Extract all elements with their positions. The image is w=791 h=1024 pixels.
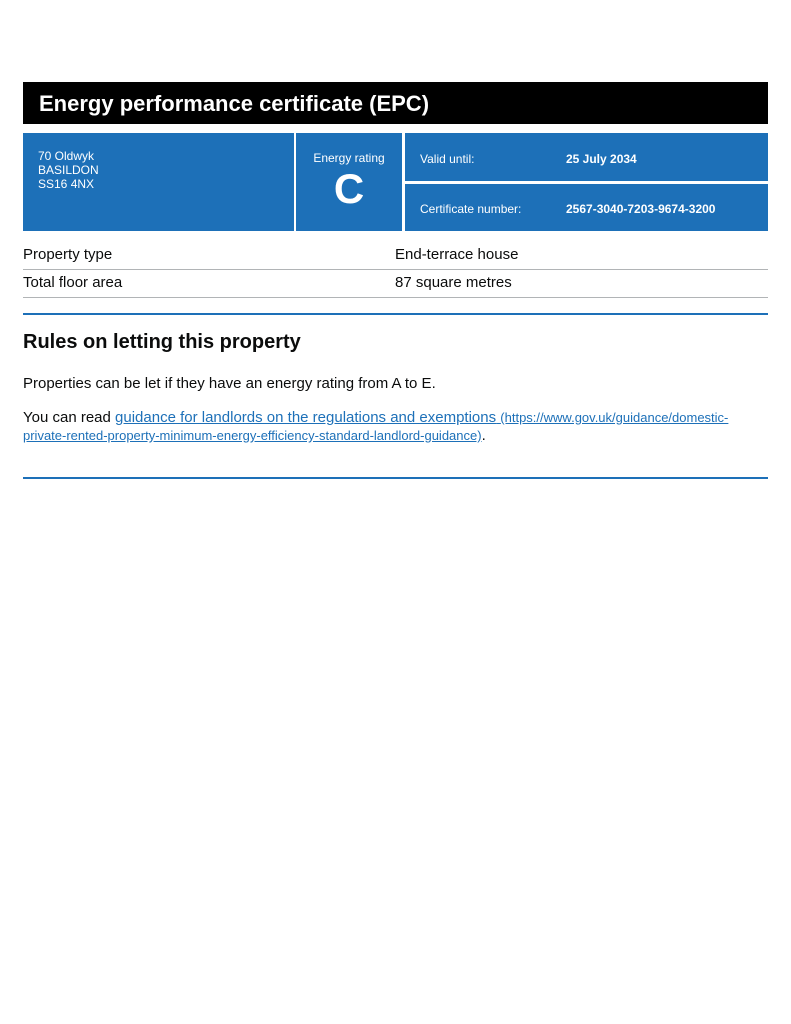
guidance-link-text: guidance for landlords on the regulations and exemptions (115, 409, 497, 426)
address-postcode: SS16 4NX (38, 177, 95, 191)
property-type-label: Property type (23, 246, 113, 263)
guidance-paragraph (23, 409, 768, 445)
letting-rules-paragraph: Properties can be let if they have an energy rating from A to E. (23, 375, 436, 392)
property-type-value: End-terrace house (395, 246, 519, 263)
certificate-number-box (405, 184, 768, 231)
summary-panel (23, 133, 768, 231)
certificate-number-value: 2567-3040-7203-9674-3200 (566, 202, 716, 216)
guidance-link-url: (https://www.gov.uk/guidance/domestic-private-rented-property-minimum-energy-efficiency-standard-landlord-guidance) (23, 410, 729, 443)
epc-document (23, 82, 768, 479)
address-line-2: BASILDON (38, 163, 99, 177)
section-divider (23, 477, 768, 479)
energy-rating-box (296, 133, 402, 231)
valid-until-label: Valid until: (420, 152, 475, 166)
table-row (23, 270, 768, 298)
page-title: Energy performance certificate (EPC) (23, 82, 768, 124)
certificate-number-label: Certificate number: (420, 202, 522, 216)
table-row (23, 242, 768, 270)
letting-rules-heading: Rules on letting this property (23, 331, 301, 353)
valid-until-box (405, 133, 768, 181)
section-divider (23, 313, 768, 315)
guidance-suffix: . (481, 427, 486, 444)
property-details-table (23, 242, 768, 298)
floor-area-value: 87 square metres (395, 274, 512, 291)
floor-area-label: Total floor area (23, 274, 123, 291)
address-line-1: 70 Oldwyk (38, 149, 95, 163)
guidance-link[interactable] (23, 409, 728, 444)
energy-rating-label: Energy rating (313, 151, 385, 165)
address-box (23, 133, 294, 231)
valid-until-value: 25 July 2034 (566, 152, 637, 166)
energy-rating-letter: C (333, 165, 365, 212)
guidance-prefix: You can read (23, 409, 116, 426)
